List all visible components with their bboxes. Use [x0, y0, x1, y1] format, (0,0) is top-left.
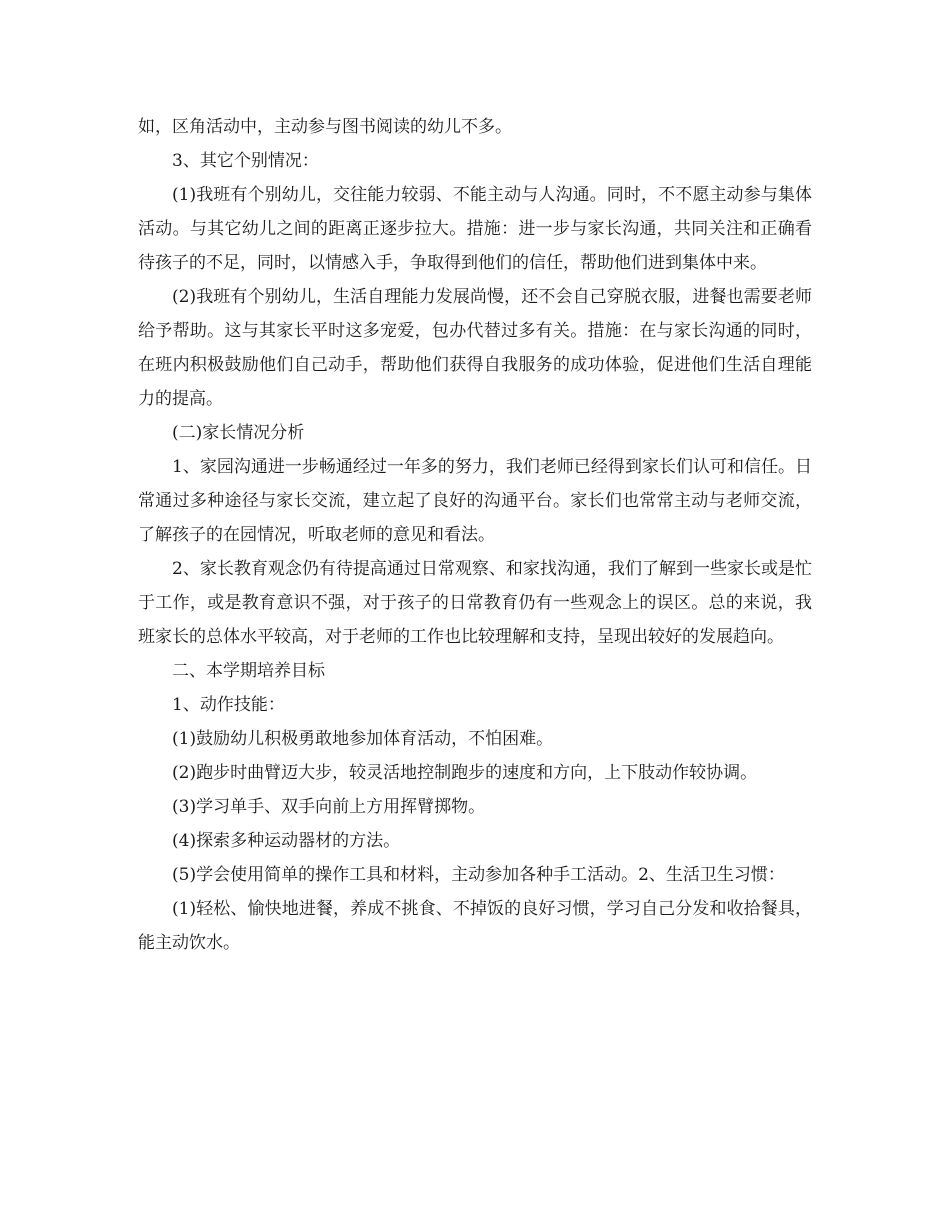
paragraph-parent-2: 2、家长教育观念仍有待提高通过日常观察、和家找沟通，我们了解到一些家长或是忙于工作，或是教育意识不强，对于孩子的日常教育仍有一些观念上的误区。总的来说，我班家长的总体水平较高，对于老师的工作也比较理解和支持，呈现出较好的发展趋向。 [138, 559, 812, 647]
subheading-parent-analysis: (二)家长情况分析 [172, 423, 305, 443]
subheading-other-cases: 3、其它个别情况： [172, 151, 319, 171]
list-item-motor-2: (2)跑步时曲臂迈大步，较灵活地控制跑步的速度和方向，上下肢动作较协调。 [172, 763, 758, 783]
list-item-motor-1: (1)鼓励幼儿积极勇敢地参加体育活动，不怕困难。 [172, 729, 554, 749]
paragraph-case-1: (1)我班有个别幼儿，交往能力较弱、不能主动与人沟通。同时，不不愿主动参与集体活动。与其它幼儿之间的距离正逐步拉大。措施：进一步与家长沟通，共同关注和正确看待孩子的不足，同时，以情感入手，争取得到他们的信任，帮助他们进到集体中来。 [138, 185, 812, 273]
paragraph-case-2: (2)我班有个别幼儿，生活自理能力发展尚慢，还不会自己穿脱衣服，进餐也需要老师给予帮助。这与其家长平时这多宠爱，包办代替过多有关。措施：在与家长沟通的同时，在班内积极鼓励他们自己动手，帮助他们获得自我服务的成功体验，促进他们生活自理能力的提高。 [138, 287, 812, 409]
list-item-motor-4: (4)探索多种运动器材的方法。 [172, 831, 401, 851]
heading-semester-goals: 二、本学期培养目标 [172, 661, 325, 681]
document-body [138, 110, 812, 960]
list-item-motor-5: (5)学会使用简单的操作工具和材料，主动参加各种手工活动。2、生活卫生习惯： [172, 865, 785, 885]
paragraph-parent-1: 1、家园沟通进一步畅通经过一年多的努力，我们老师已经得到家长们认可和信任。日常通过多种途径与家长交流，建立起了良好的沟通平台。家长们也常常主动与老师交流，了解孩子的在园情况，听取老师的意见和看法。 [138, 457, 812, 545]
paragraph-continuation: 如，区角活动中，主动参与图书阅读的幼儿不多。 [138, 117, 512, 137]
list-item-hygiene-1: (1)轻松、愉快地进餐，养成不挑食、不掉饭的良好习惯，学习自己分发和收拾餐具，能主动饮水。 [138, 899, 812, 953]
list-item-motor-3: (3)学习单手、双手向前上方用挥臂掷物。 [172, 797, 486, 817]
subheading-motor-skills: 1、动作技能： [172, 695, 285, 715]
